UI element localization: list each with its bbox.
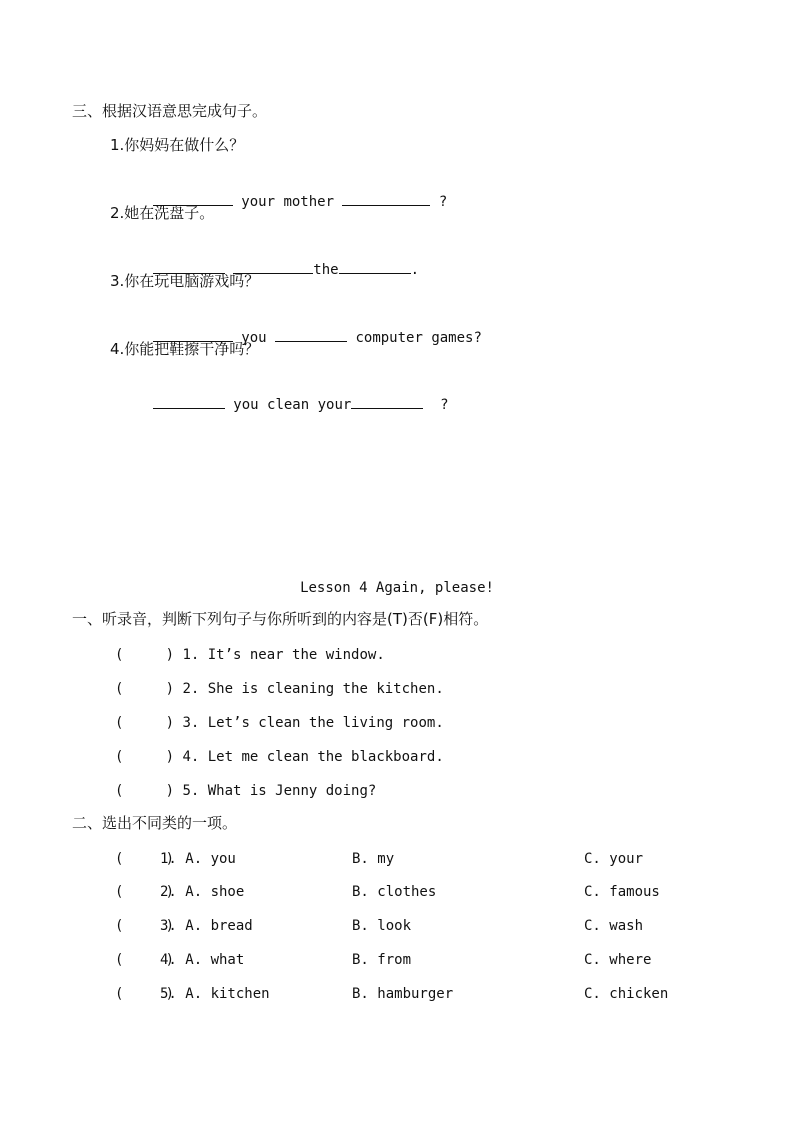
section1-item-5: ( ) 5. What is Jenny doing? — [115, 783, 377, 799]
answer-blank[interactable] — [342, 191, 430, 206]
option-c: C. your — [584, 851, 644, 867]
option-a: 5. A. kitchen — [160, 986, 270, 1002]
answer-blank[interactable] — [339, 259, 411, 274]
section1-item-2: ( ) 2. She is cleaning the kitchen. — [115, 681, 444, 697]
lesson-title: Lesson 4 Again, please! — [300, 580, 494, 596]
section1-item-4: ( ) 4. Let me clean the blackboard. — [115, 749, 444, 765]
answer-paren[interactable]: ( ) — [115, 918, 175, 934]
option-c: C. wash — [584, 918, 644, 934]
answer-paren[interactable]: ( ) — [115, 715, 175, 731]
option-c: C. famous — [584, 884, 660, 900]
answer-blank[interactable] — [275, 327, 347, 342]
section1-item-1: ( ) 1. It’s near the window. — [115, 647, 385, 663]
answer-blank[interactable] — [153, 394, 225, 409]
section2-heading: 二、选出不同类的一项。 — [72, 814, 238, 832]
answer-blank[interactable] — [351, 394, 423, 409]
option-a: 3. A. bread — [160, 918, 253, 934]
option-a: 1. A. you — [160, 851, 236, 867]
section1-item-3: ( ) 3. Let’s clean the living room. — [115, 715, 444, 731]
section3-answer-3: you computer games? — [136, 307, 482, 348]
answer-paren[interactable]: ( ) — [115, 952, 175, 968]
answer-paren[interactable]: ( ) — [115, 986, 175, 1002]
answer-paren[interactable]: ( ) — [115, 851, 175, 867]
option-b: B. my — [352, 851, 395, 867]
option-b: B. clothes — [352, 884, 437, 900]
section3-prompt-3: 3.你在玩电脑游戏吗？ — [110, 272, 260, 290]
section3-prompt-1: 1.你妈妈在做什么？ — [110, 136, 245, 154]
section3-answer-2: the . — [136, 239, 419, 280]
section3-heading: 三、根据汉语意思完成句子。 — [72, 102, 268, 120]
option-c: C. chicken — [584, 986, 669, 1002]
answer-paren[interactable]: ( ) — [115, 647, 175, 663]
option-b: B. from — [352, 952, 412, 968]
section1-heading: 一、听录音，判断下列句子与你所听到的内容是(T)否(F)相符。 — [72, 610, 489, 628]
section3-prompt-4: 4.你能把鞋擦干净吗？ — [110, 340, 260, 358]
option-b: B. hamburger — [352, 986, 454, 1002]
option-c: C. where — [584, 952, 652, 968]
section3-answer-4: you clean your ? — [136, 374, 449, 415]
answer-paren[interactable]: ( ) — [115, 749, 175, 765]
answer-paren[interactable]: ( ) — [115, 884, 175, 900]
section3-answer-1: your mother ? — [136, 171, 447, 212]
answer-paren[interactable]: ( ) — [115, 783, 175, 799]
answer-paren[interactable]: ( ) — [115, 681, 175, 697]
option-a: 2. A. shoe — [160, 884, 245, 900]
option-a: 4. A. what — [160, 952, 245, 968]
option-b: B. look — [352, 918, 412, 934]
section3-prompt-2: 2.她在洗盘子。 — [110, 204, 215, 222]
